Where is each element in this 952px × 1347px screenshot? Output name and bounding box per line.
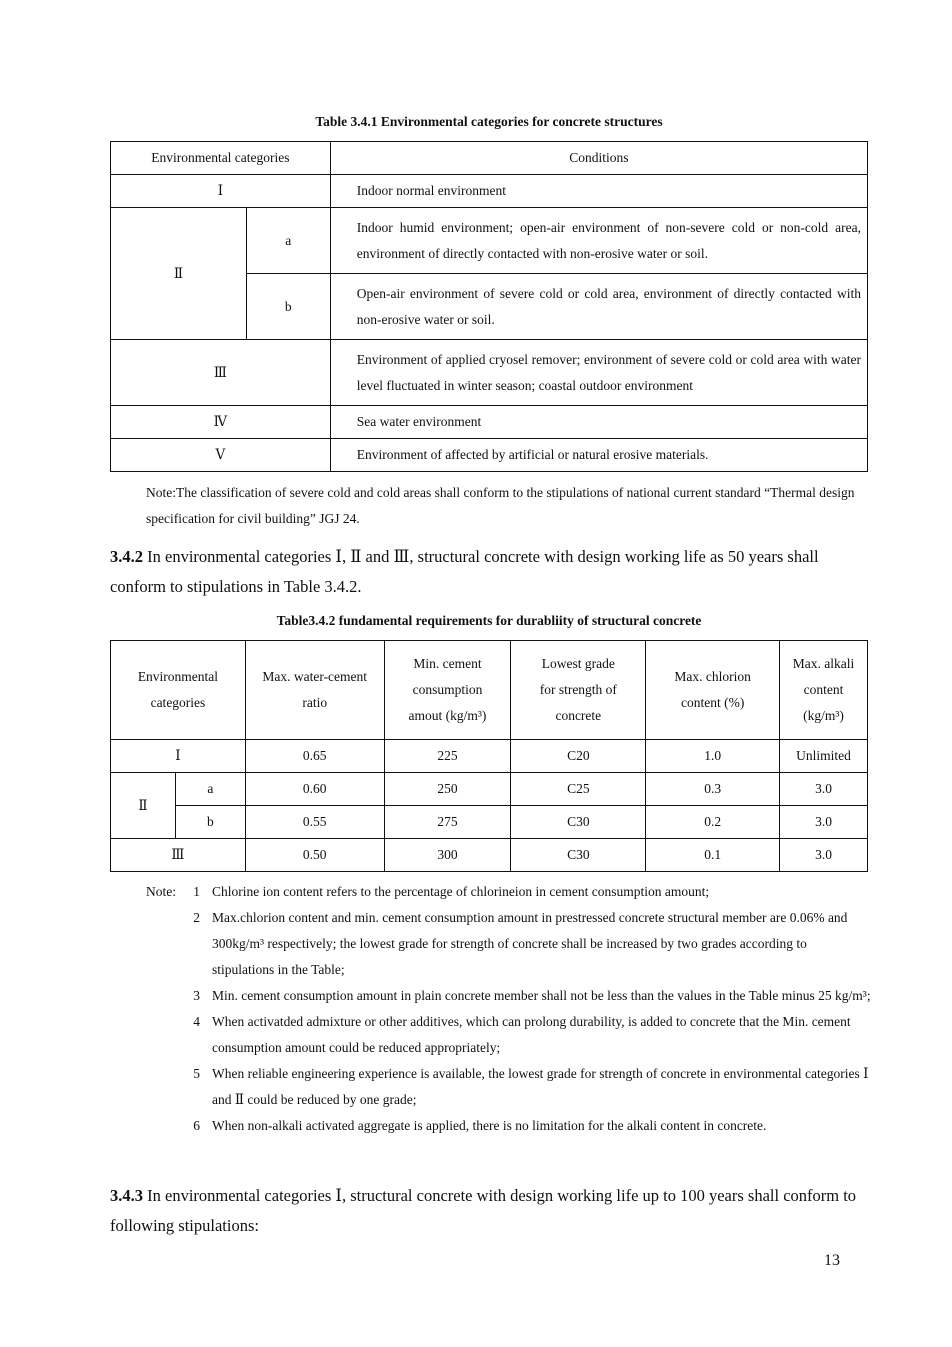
- table-row: [111, 773, 868, 806]
- note-number: 1: [193, 884, 200, 899]
- category-cell: Ⅴ: [111, 439, 331, 472]
- note-item: [146, 983, 872, 1009]
- grade-cell: C30: [511, 806, 646, 839]
- table-3-4-1-note: Note:The classification of severe cold and cold areas shall conform to the stipulations of national current standard “Thermal design specification for civil building” JGJ 24.: [146, 485, 855, 526]
- grade-cell: C30: [511, 839, 646, 872]
- header-chlorion: Max. chlorion content (%): [646, 641, 780, 740]
- note-item: [146, 1061, 872, 1113]
- grade-cell: C25: [511, 773, 646, 806]
- note-item: [146, 879, 872, 905]
- note-text: Min. cement consumption amount in plain concrete member shall not be less than the values in the Table minus 25 kg/m³;: [212, 988, 871, 1003]
- table-row: [111, 406, 868, 439]
- note-label: Note:: [146, 884, 176, 899]
- condition-cell: Environment of applied cryosel remover; environment of severe cold or cold area with water level fluctuated in winter season; coastal outdoor environment: [330, 340, 867, 406]
- ratio-cell: 0.65: [245, 740, 384, 773]
- table-row: [111, 740, 868, 773]
- note-item: [146, 1113, 872, 1139]
- subcategory-cell: b: [246, 274, 330, 340]
- section-number: 3.4.3: [110, 1186, 143, 1205]
- note-text: When activatded admixture or other additives, which can prolong durability, is added to concrete that the Min. cement consumption amount could be reduced appropriately;: [212, 1014, 851, 1055]
- condition-cell: Indoor humid environment; open-air environment of non-severe cold or non-cold area, environment of directly contacted with non-erosive water or soil.: [330, 208, 867, 274]
- header-cement: Min. cement consumption amout (kg/m³): [384, 641, 511, 740]
- alkali-cell: 3.0: [780, 839, 868, 872]
- cement-cell: 225: [384, 740, 511, 773]
- subcategory-cell: b: [175, 806, 245, 839]
- note-number: 4: [193, 1014, 200, 1029]
- condition-cell: Sea water environment: [330, 406, 867, 439]
- chlorion-cell: 0.2: [646, 806, 780, 839]
- table-header-row: [111, 142, 868, 175]
- header-conditions: Conditions: [330, 142, 867, 175]
- table-row: [111, 175, 868, 208]
- note-item: [146, 905, 872, 983]
- table-row: [111, 839, 868, 872]
- table-3-4-2-notes: [146, 879, 872, 1139]
- category-cell: Ⅱ: [111, 208, 247, 340]
- section-3-4-2: [110, 542, 868, 602]
- ratio-cell: 0.60: [245, 773, 384, 806]
- ratio-cell: 0.55: [245, 806, 384, 839]
- condition-cell: Indoor normal environment: [330, 175, 867, 208]
- cement-cell: 250: [384, 773, 511, 806]
- note-number: 5: [193, 1066, 200, 1081]
- category-cell: Ⅲ: [111, 340, 331, 406]
- note-text: When non-alkali activated aggregate is applied, there is no limitation for the alkali content in concrete.: [212, 1118, 767, 1133]
- category-cell: Ⅱ: [111, 773, 176, 839]
- table-row: [111, 439, 868, 472]
- alkali-cell: 3.0: [780, 806, 868, 839]
- chlorion-cell: 0.3: [646, 773, 780, 806]
- alkali-cell: Unlimited: [780, 740, 868, 773]
- note-number: 2: [193, 910, 200, 925]
- alkali-cell: 3.0: [780, 773, 868, 806]
- note-number: 3: [193, 988, 200, 1003]
- category-cell: Ⅰ: [111, 175, 331, 208]
- page-number: 13: [824, 1252, 840, 1269]
- subcategory-cell: a: [175, 773, 245, 806]
- chlorion-cell: 0.1: [646, 839, 780, 872]
- cement-cell: 300: [384, 839, 511, 872]
- header-env: Environmental categories: [111, 641, 246, 740]
- table-row: [111, 208, 868, 274]
- condition-cell: Open-air environment of severe cold or cold area, environment of directly contacted with non-erosive water or soil.: [330, 274, 867, 340]
- category-cell: Ⅳ: [111, 406, 331, 439]
- table-3-4-2: [110, 640, 868, 872]
- chlorion-cell: 1.0: [646, 740, 780, 773]
- table-3-4-2-caption: Table3.4.2 fundamental requirements for durabliity of structural concrete: [276, 613, 702, 628]
- ratio-cell: 0.50: [245, 839, 384, 872]
- note-text: Chlorine ion content refers to the percentage of chlorineion in cement consumption amount;: [212, 884, 710, 899]
- table-header-row: [111, 641, 868, 740]
- note-text: Max.chlorion content and min. cement consumption amount in prestressed concrete structural member are 0.06% and 300kg/m³ respectively; the lowest grade for strength of concrete shall be increased by two grades according to stipulations in the Table;: [212, 910, 848, 977]
- section-number: 3.4.2: [110, 547, 143, 566]
- note-text: When reliable engineering experience is available, the lowest grade for strength of concrete in environmental categories Ⅰ and Ⅱ could be reduced by one grade;: [212, 1066, 869, 1107]
- section-text: In environmental categories Ⅰ, Ⅱ and Ⅲ, structural concrete with design working life as 50 years shall conform to stipulations in Table 3.4.2.: [110, 547, 819, 596]
- cement-cell: 275: [384, 806, 511, 839]
- subcategory-cell: a: [246, 208, 330, 274]
- condition-cell: Environment of affected by artificial or natural erosive materials.: [330, 439, 867, 472]
- header-alkali: Max. alkali content (kg/m³): [780, 641, 868, 740]
- grade-cell: C20: [511, 740, 646, 773]
- note-number: 6: [193, 1118, 200, 1133]
- header-env: Environmental categories: [111, 142, 331, 175]
- table-row: [111, 806, 868, 839]
- table-3-4-1-caption: Table 3.4.1 Environmental categories for concrete structures: [315, 114, 663, 129]
- category-cell: Ⅲ: [111, 839, 246, 872]
- header-ratio: Max. water-cement ratio: [245, 641, 384, 740]
- note-item: [146, 1009, 872, 1061]
- section-3-4-3: [110, 1181, 868, 1241]
- category-cell: Ⅰ: [111, 740, 246, 773]
- table-row: [111, 340, 868, 406]
- table-3-4-1: [110, 141, 868, 472]
- section-text: In environmental categories Ⅰ, structural concrete with design working life up to 100 years shall conform to following stipulations:: [110, 1186, 857, 1235]
- header-grade: Lowest grade for strength of concrete: [511, 641, 646, 740]
